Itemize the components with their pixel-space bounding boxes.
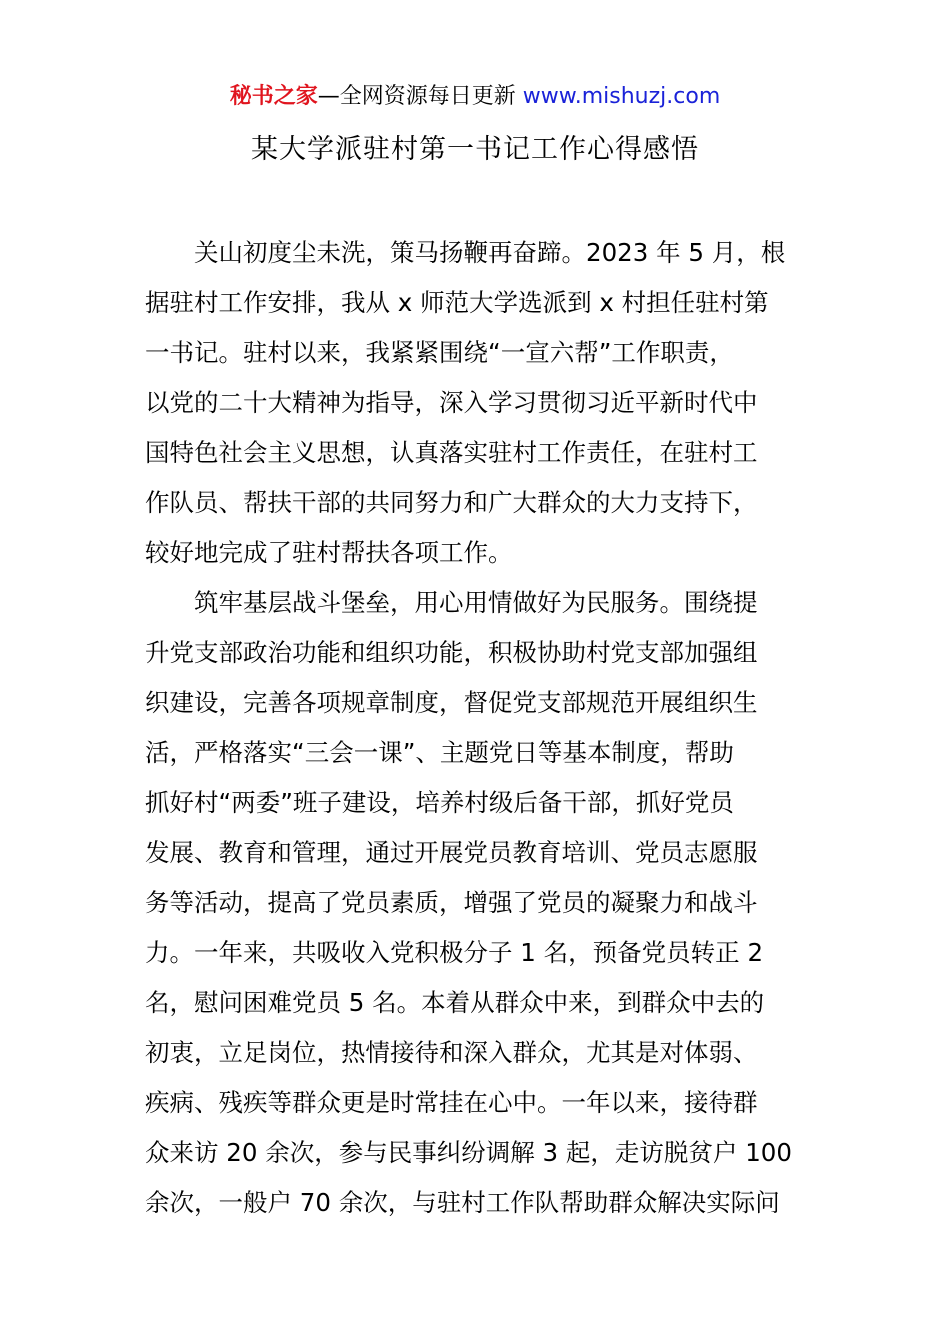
text-line: 据驻村工作安排，我从 x 师范大学选派到 x 村担任驻村第 <box>145 288 769 317</box>
text-line: 筑牢基层战斗堡垒，用心用情做好为民服务。围绕提 <box>194 588 758 617</box>
text-line: 众来访 20 余次，参与民事纠纷调解 3 起，走访脱贫户 100 <box>145 1138 792 1167</box>
text-line: 务等活动，提高了党员素质，增强了党员的凝聚力和战斗 <box>145 888 758 917</box>
document-body <box>145 228 810 1228</box>
page-header <box>0 80 950 114</box>
brand-name: 秘书之家 <box>229 84 318 109</box>
paragraph-1 <box>145 228 810 578</box>
text-line: 织建设，完善各项规章制度，督促党支部规范开展组织生 <box>145 688 758 717</box>
document-title: 某大学派驻村第一书记工作心得感悟 <box>251 134 699 165</box>
text-line: 一书记。驻村以来，我紧紧围绕“一宣六帮”工作职责， <box>145 338 734 367</box>
text-line: 较好地完成了驻村帮扶各项工作。 <box>145 538 513 567</box>
text-line: 余次，一般户 70 余次，与驻村工作队帮助群众解决实际问 <box>145 1188 780 1217</box>
paragraph-2 <box>145 578 810 1228</box>
text-line: 国特色社会主义思想，认真落实驻村工作责任，在驻村工 <box>145 438 758 467</box>
text-line: 发展、教育和管理，通过开展党员教育培训、党员志愿服 <box>145 838 758 867</box>
text-line: 抓好村“两委”班子建设，培养村级后备干部，抓好党员 <box>145 788 734 817</box>
site-link[interactable]: www.mishuzj.com <box>522 84 721 109</box>
text-line: 疾病、残疾等群众更是时常挂在心中。一年以来，接待群 <box>145 1088 758 1117</box>
text-line: 作队员、帮扶干部的共同努力和广大群众的大力支持下， <box>145 488 758 517</box>
text-line: 活，严格落实“三会一课”、主题党日等基本制度，帮助 <box>145 738 734 767</box>
text-line: 初衷，立足岗位，热情接待和深入群众，尤其是对体弱、 <box>145 1038 758 1067</box>
text-line: 关山初度尘未洗，策马扬鞭再奋蹄。2023 年 5 月，根 <box>194 238 786 267</box>
text-line: 升党支部政治功能和组织功能，积极协助村党支部加强组 <box>145 638 758 667</box>
text-line: 力。一年来，共吸收入党积极分子 1 名，预备党员转正 2 <box>145 938 764 967</box>
text-line: 名，慰问困难党员 5 名。本着从群众中来，到群众中去的 <box>145 988 765 1017</box>
text-line: 以党的二十大精神为指导，深入学习贯彻习近平新时代中 <box>145 388 758 417</box>
header-tagline: —全网资源每日更新 <box>317 84 523 109</box>
